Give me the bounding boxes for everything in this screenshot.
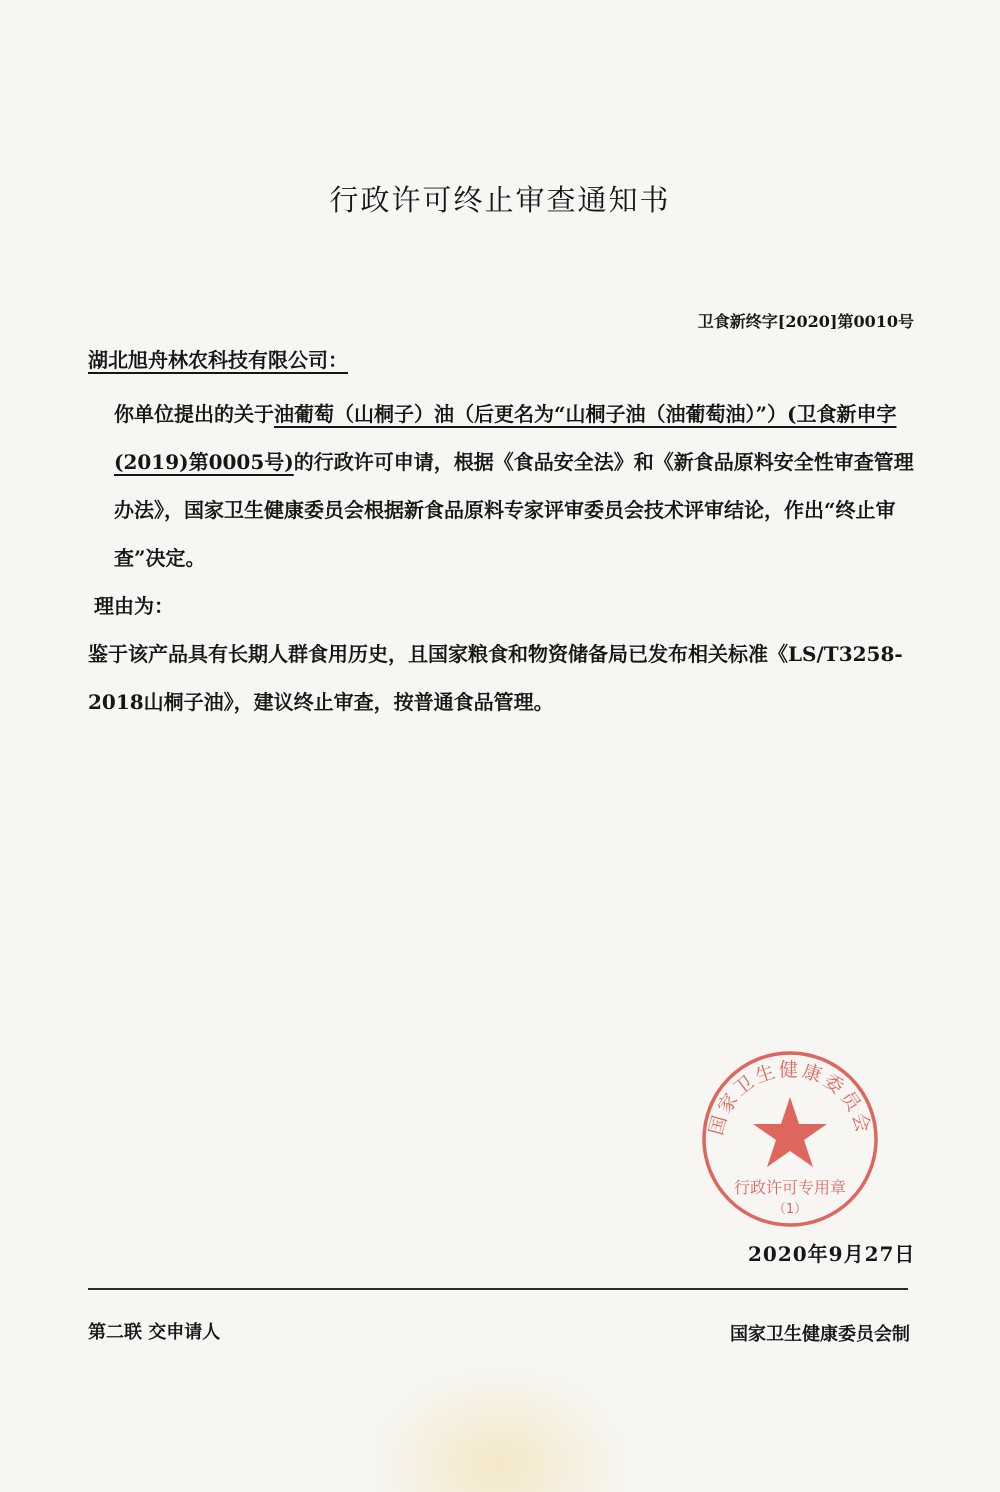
issue-date: 2020年9月27日 [748, 1242, 916, 1266]
document-title: 行政许可终止审查通知书 [329, 183, 671, 217]
copy-label: 第二联 交申请人 [88, 1322, 221, 1343]
official-seal [700, 1037, 880, 1242]
reason-label: 理由为： [94, 594, 174, 618]
reason-text: 鉴于该产品具有长期人群食用历史，且国家粮食和物资储备局已发布相关标准《LS/T3258-2018山桐子油》，建议终止审查，按普通食品管理。 [88, 642, 903, 714]
decision-paragraph [88, 390, 918, 582]
paragraph-lead: 你单位提出的关于 [114, 402, 274, 426]
document-number: 卫食新终字[2020]第0010号 [697, 312, 914, 331]
paper-stain [360, 1360, 640, 1492]
notice-body [88, 390, 918, 726]
seal-ring-text: 国家卫生健康委员会 [705, 1059, 875, 1138]
product-name: 油葡萄（山桐子）油（后更名为“山桐子油（油葡萄油）”）(卫食新申字(2019)第0005号) [114, 402, 897, 474]
issuer-label: 国家卫生健康委员会制 [730, 1324, 910, 1345]
divider [88, 1288, 908, 1290]
addressee: 湖北旭舟林农科技有限公司： [88, 348, 348, 372]
seal-bottom-text: 行政许可专用章 [733, 1178, 847, 1197]
paragraph-rest: 的行政许可申请，根据《食品安全法》和《新食品原料安全性审查管理办法》，国家卫生健康委员会根据新食品原料专家评审委员会技术评审结论，作出“终止审查”决定。 [114, 450, 914, 570]
seal-number: （1） [772, 1202, 808, 1217]
seal-star-icon [753, 1097, 827, 1167]
